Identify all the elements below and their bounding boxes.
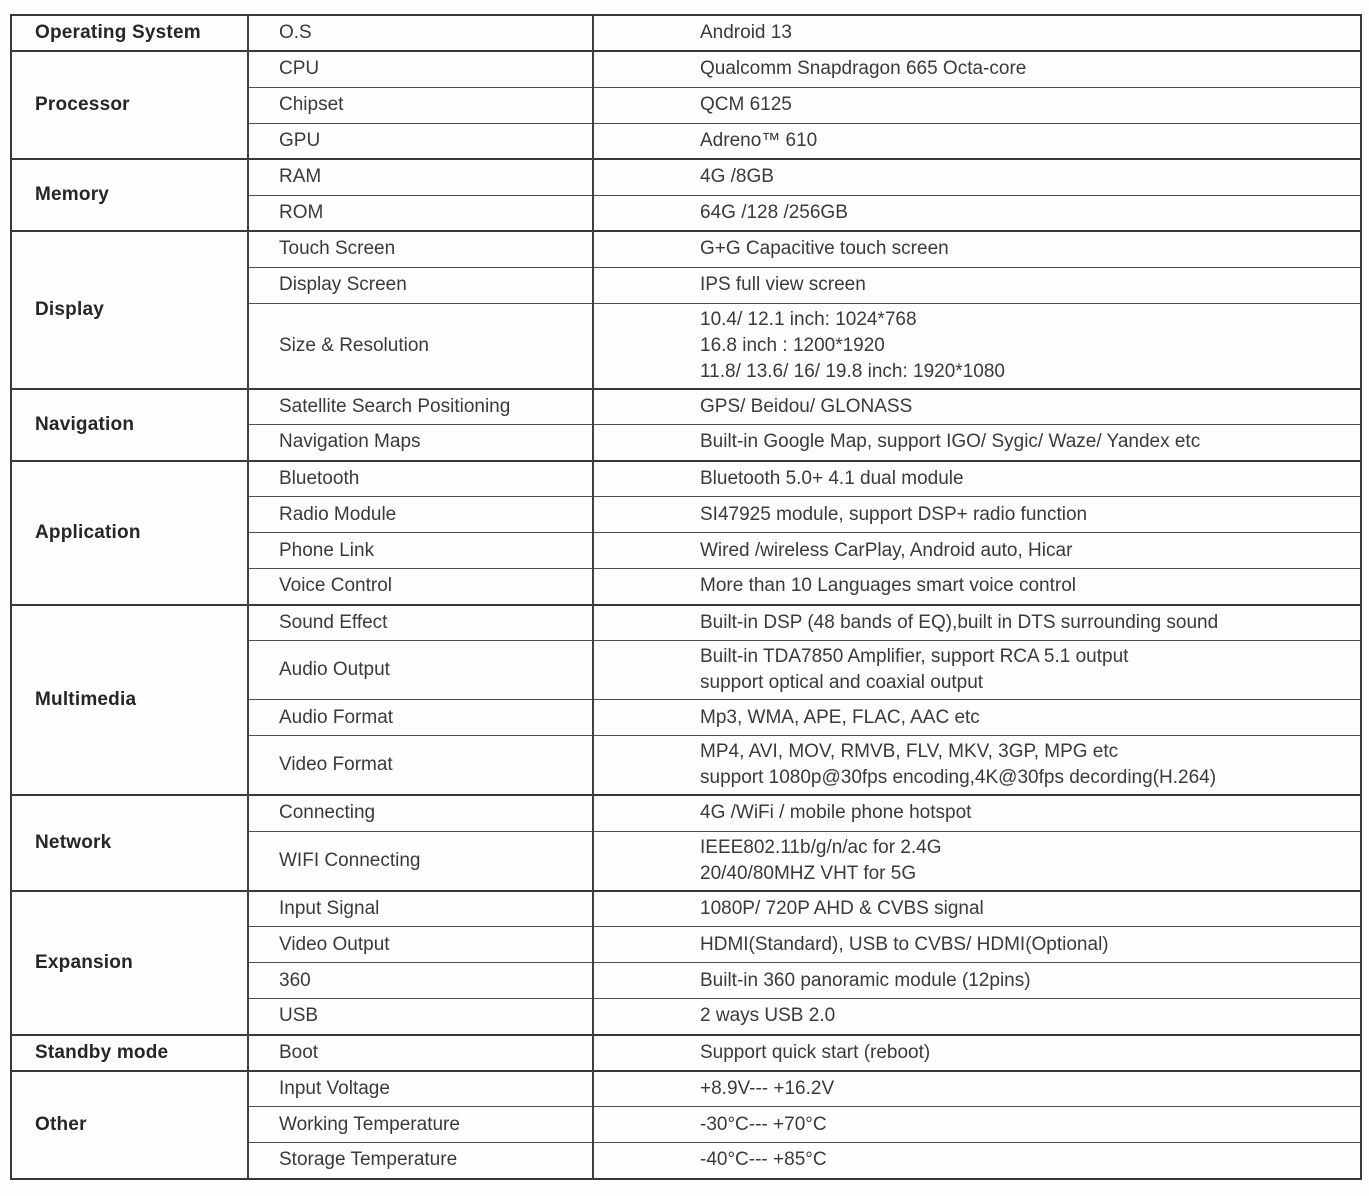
spec-item-cell: Video Format xyxy=(248,736,593,796)
spec-value-cell xyxy=(593,641,1361,700)
spec-value-line: Bluetooth 5.0+ 4.1 dual module xyxy=(700,467,964,489)
spec-value-cell xyxy=(593,195,1361,231)
spec-value-line: SI47925 module, support DSP+ radio function xyxy=(700,503,1088,525)
spec-value-cell xyxy=(593,963,1361,999)
category-cell: Display xyxy=(11,231,248,389)
spec-value-cell xyxy=(593,605,1361,641)
spec-value-cell xyxy=(593,736,1361,796)
spec-value-cell xyxy=(593,267,1361,303)
spec-item-cell: Connecting xyxy=(248,795,593,831)
spec-value-cell xyxy=(593,1143,1361,1179)
spec-value-cell xyxy=(593,891,1361,927)
spec-value-cell xyxy=(593,159,1361,195)
spec-value-line: More than 10 Languages smart voice control xyxy=(700,575,1076,597)
spec-item-cell: Storage Temperature xyxy=(248,1143,593,1179)
table-row xyxy=(11,15,1361,51)
table-row xyxy=(11,51,1361,87)
spec-value-cell xyxy=(593,700,1361,736)
spec-item-cell: Radio Module xyxy=(248,497,593,533)
spec-item-cell: Satellite Search Positioning xyxy=(248,389,593,425)
category-cell: Processor xyxy=(11,51,248,159)
spec-value-line: Built-in 360 panoramic module (12pins) xyxy=(700,969,1031,991)
spec-item-cell: Touch Screen xyxy=(248,231,593,267)
spec-item-cell: RAM xyxy=(248,159,593,195)
spec-item-cell: Input Signal xyxy=(248,891,593,927)
spec-value-line: -40°C--- +85°C xyxy=(700,1149,827,1171)
table-row xyxy=(11,461,1361,497)
spec-value-line: 4G /WiFi / mobile phone hotspot xyxy=(700,802,972,824)
spec-value-cell xyxy=(593,569,1361,605)
spec-value-cell xyxy=(593,533,1361,569)
spec-value-line: Built-in Google Map, support IGO/ Sygic/ Waze/ Yandex etc xyxy=(700,431,1201,453)
spec-item-cell: Display Screen xyxy=(248,267,593,303)
spec-value-line: 20/40/80MHZ VHT for 5G xyxy=(700,862,917,884)
spec-value-line: +8.9V--- +16.2V xyxy=(700,1077,835,1099)
spec-value-cell xyxy=(593,461,1361,497)
spec-value-cell xyxy=(593,123,1361,159)
spec-item-cell: USB xyxy=(248,999,593,1035)
spec-value-cell xyxy=(593,831,1361,891)
table-row xyxy=(11,1071,1361,1107)
spec-value-line: Android 13 xyxy=(700,22,792,43)
spec-value-cell xyxy=(593,1035,1361,1071)
spec-item-cell: Size & Resolution xyxy=(248,303,593,389)
spec-table xyxy=(10,14,1362,1180)
spec-value-line: IEEE802.11b/g/n/ac for 2.4G xyxy=(700,836,942,858)
spec-value-cell xyxy=(593,497,1361,533)
category-cell: Network xyxy=(11,795,248,891)
table-row xyxy=(11,795,1361,831)
spec-value-line: 4G /8GB xyxy=(700,166,774,188)
spec-item-cell: WIFI Connecting xyxy=(248,831,593,891)
spec-value-line: IPS full view screen xyxy=(700,274,866,295)
table-row xyxy=(11,231,1361,267)
spec-item-cell: Input Voltage xyxy=(248,1071,593,1107)
spec-value-cell xyxy=(593,1071,1361,1107)
spec-value-cell xyxy=(593,15,1361,51)
spec-value-line: QCM 6125 xyxy=(700,94,792,115)
spec-item-cell: Audio Output xyxy=(248,641,593,700)
spec-value-line: Built-in TDA7850 Amplifier, support RCA 5.1 output xyxy=(700,646,1129,667)
spec-value-line: Support quick start (reboot) xyxy=(700,1041,931,1063)
spec-value-line: Adreno™ 610 xyxy=(700,129,818,151)
category-cell: Expansion xyxy=(11,891,248,1035)
spec-value-line: support optical and coaxial output xyxy=(700,672,984,693)
category-cell: Multimedia xyxy=(11,605,248,796)
spec-value-cell xyxy=(593,51,1361,87)
spec-value-cell xyxy=(593,303,1361,389)
spec-value-line: G+G Capacitive touch screen xyxy=(700,238,949,260)
spec-value-line: Mp3, WMA, APE, FLAC, AAC etc xyxy=(700,706,980,728)
spec-value-line: Wired /wireless CarPlay, Android auto, Hicar xyxy=(700,539,1073,561)
table-row xyxy=(11,891,1361,927)
spec-value-line: -30°C--- +70°C xyxy=(700,1113,827,1135)
spec-value-line: 11.8/ 13.6/ 16/ 19.8 inch: 1920*1080 xyxy=(700,360,1005,382)
spec-item-cell: Sound Effect xyxy=(248,605,593,641)
category-cell: Operating System xyxy=(11,15,248,51)
spec-value-cell xyxy=(593,231,1361,267)
spec-value-cell xyxy=(593,425,1361,461)
spec-value-line: 2 ways USB 2.0 xyxy=(700,1005,836,1027)
spec-item-cell: Working Temperature xyxy=(248,1107,593,1143)
spec-value-cell xyxy=(593,795,1361,831)
spec-value-cell xyxy=(593,927,1361,963)
spec-value-line: HDMI(Standard), USB to CVBS/ HDMI(Optional) xyxy=(700,933,1109,955)
spec-value-cell xyxy=(593,1107,1361,1143)
table-row xyxy=(11,159,1361,195)
spec-value-line: MP4, AVI, MOV, RMVB, FLV, MKV, 3GP, MPG etc xyxy=(700,741,1119,762)
category-cell: Standby mode xyxy=(11,1035,248,1071)
spec-item-cell: Video Output xyxy=(248,927,593,963)
spec-item-cell: 360 xyxy=(248,963,593,999)
spec-item-cell: Bluetooth xyxy=(248,461,593,497)
spec-value-line: 1080P/ 720P AHD & CVBS signal xyxy=(700,897,984,919)
spec-value-line: GPS/ Beidou/ GLONASS xyxy=(700,395,913,417)
spec-value-line: 10.4/ 12.1 inch: 1024*768 xyxy=(700,308,917,330)
spec-item-cell: GPU xyxy=(248,123,593,159)
spec-value-line: support 1080p@30fps encoding,4K@30fps decording(H.264) xyxy=(700,767,1217,788)
spec-item-cell: ROM xyxy=(248,195,593,231)
table-row xyxy=(11,1035,1361,1071)
spec-value-cell xyxy=(593,389,1361,425)
spec-item-cell: Boot xyxy=(248,1035,593,1071)
category-cell: Memory xyxy=(11,159,248,231)
table-row xyxy=(11,389,1361,425)
category-cell: Navigation xyxy=(11,389,248,461)
table-row xyxy=(11,605,1361,641)
spec-item-cell: O.S xyxy=(248,15,593,51)
spec-value-line: Built-in DSP (48 bands of EQ),built in DTS surrounding sound xyxy=(700,611,1219,633)
spec-item-cell: Audio Format xyxy=(248,700,593,736)
category-cell: Application xyxy=(11,461,248,605)
spec-item-cell: Chipset xyxy=(248,87,593,123)
spec-item-cell: Phone Link xyxy=(248,533,593,569)
category-cell: Other xyxy=(11,1071,248,1179)
spec-value-line: 16.8 inch : 1200*1920 xyxy=(700,334,885,356)
spec-value-line: 64G /128 /256GB xyxy=(700,201,848,223)
spec-table-body xyxy=(11,15,1361,1179)
spec-item-cell: CPU xyxy=(248,51,593,87)
spec-value-cell xyxy=(593,87,1361,123)
spec-item-cell: Voice Control xyxy=(248,569,593,605)
spec-value-cell xyxy=(593,999,1361,1035)
spec-item-cell: Navigation Maps xyxy=(248,425,593,461)
spec-value-line: Qualcomm Snapdragon 665 Octa-core xyxy=(700,58,1027,80)
